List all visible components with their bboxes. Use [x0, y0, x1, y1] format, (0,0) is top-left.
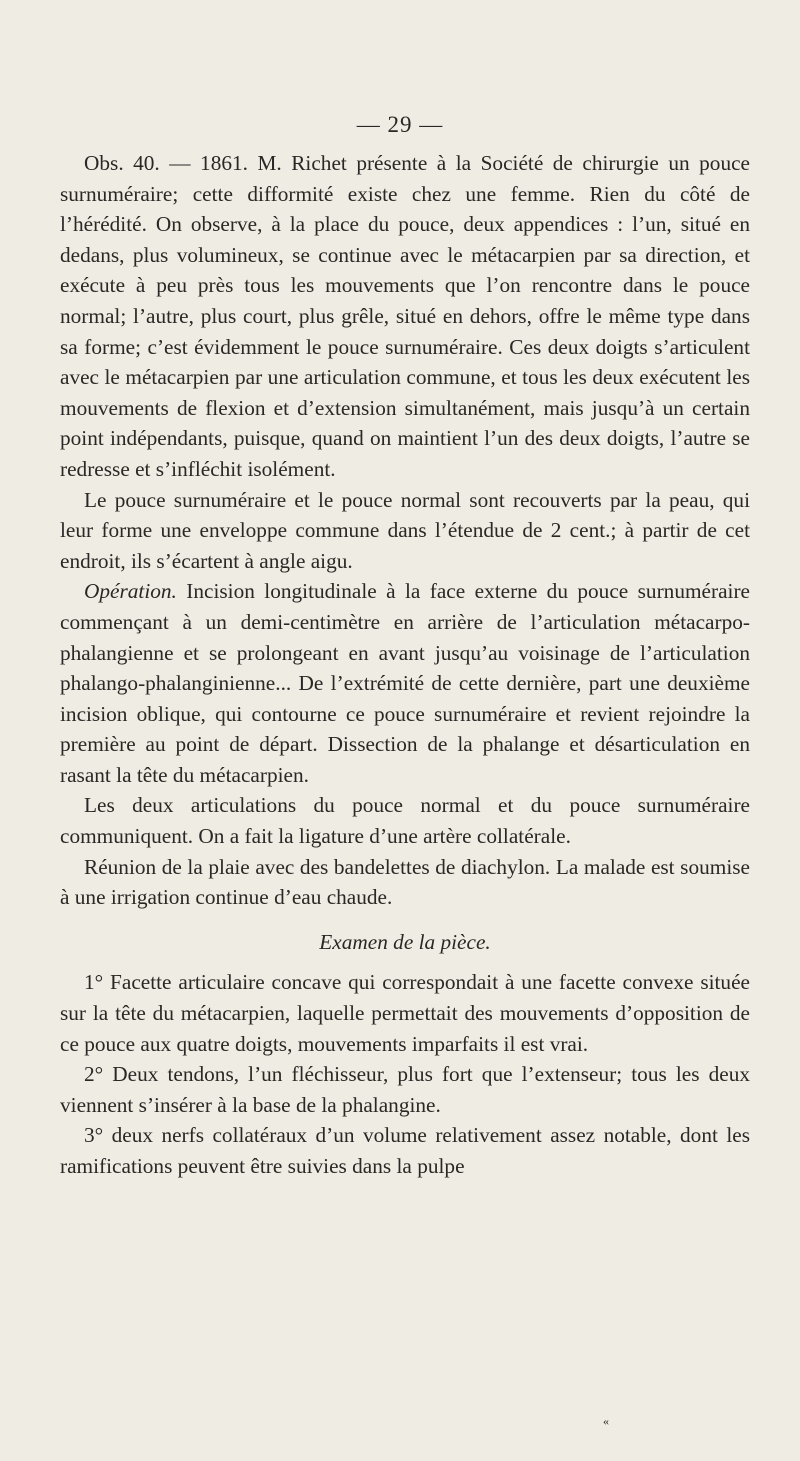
paragraph-articulations: Les deux articulations du pouce normal et du pouce surnuméraire communiquent. On a fait la ligature d’une artère collatérale. — [60, 793, 750, 849]
paragraph-obs-40: Obs. 40. — 1861. M. Richet présente à la Société de chirurgie un pouce surnuméraire; cette difformité existe chez une femme. Rien du côté de l’hérédité. On observe, à la place du pouce, deux appendices : l’un, situé en dedans, plus volumineux, se continue avec le métacarpien par sa direction, et exécute à peu près tous les mouvements que l’on rencontre dans le pouce normal; l’autre, plus court, plus grêle, situé en dehors, offre le même type dans sa forme; c’est évidemment le pouce surnuméraire. Ces deux doigts s’articulent avec le métacarpien par une articulation commune, et tous les deux exécutent les mouvements de flexion et d’extension simultanément, mais jusqu’à un certain point indépendants, puisque, quand on maintient l’un des deux doigts, l’autre se redresse et s’infléchit isolément. — [60, 151, 750, 481]
section-heading: Examen de la pièce. — [319, 929, 491, 954]
list-item: 3° deux nerfs collatéraux d’un volume relativement assez notable, dont les ramifications peuvent être suivies dans la pulpe — [60, 1123, 750, 1178]
paragraph-skin: Le pouce surnuméraire et le pouce normal sont recouverts par la peau, qui leur forme une enveloppe commune dans l’étendue de 2 cent.; à partir de cet endroit, ils s’écartent à angle aigu. — [60, 487, 750, 573]
bottom-mark: « — [603, 1414, 609, 1428]
operation-text: Incision longitudinale à la face externe du pouce surnuméraire commençant à un demi-centimètre en arrière de l’articulation métacarpo-phalangienne et se prolongeant en avant jusqu’au voisinage de l’articulation phalango-phalanginienne... De l’extrémité de cette dernière, part une deuxième incision oblique, qui contourne ce pouce surnuméraire et revient rejoindre la première au point de départ. Dissection de la phalange et désarticulation en rasant la tête du métacarpien. — [60, 579, 750, 787]
paragraph-operation — [60, 576, 750, 790]
page-number: — 29 — — [356, 112, 444, 137]
list-item: 1° Facette articulaire concave qui correspondait à une facette convexe située sur la tête du métacarpien, laquelle permettait des mouvements d’opposition de ce pouce aux quatre doigts, mouvements imparfaits il est vrai. — [60, 970, 750, 1056]
operation-lead: Opération. — [84, 579, 177, 604]
paragraph-reunion: Réunion de la plaie avec des bandelettes de diachylon. La malade est soumise à une irrigation continue d’eau chaude. — [60, 854, 750, 910]
list-item: 2° Deux tendons, l’un fléchisseur, plus fort que l’extenseur; tous les deux viennent s’insérer à la base de la phalangine. — [60, 1062, 750, 1117]
body-text — [60, 148, 750, 1182]
